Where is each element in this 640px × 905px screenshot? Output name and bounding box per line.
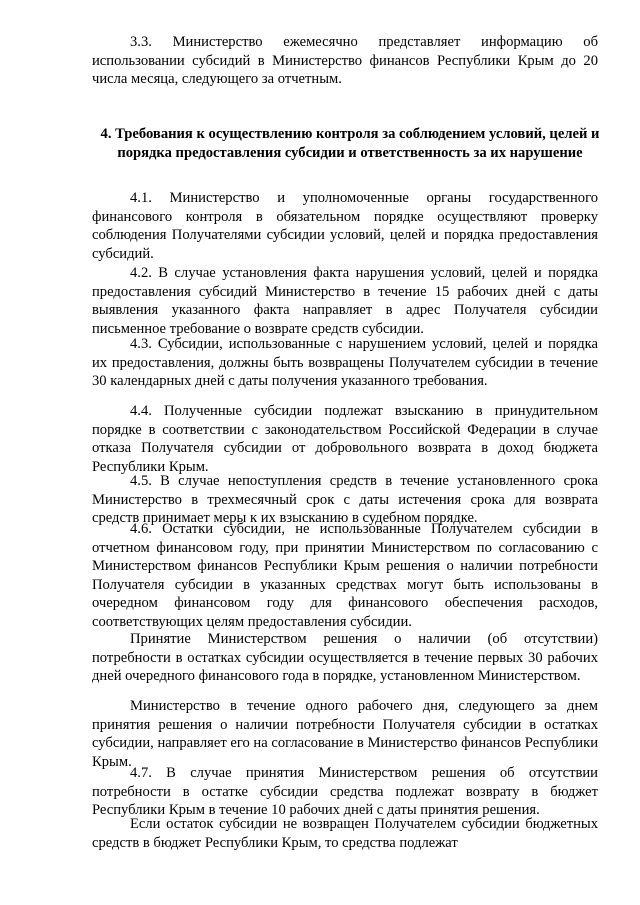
paragraph-4-7-remainder: Если остаток субсидии не возвращен Получателем субсидии бюджетных средств в бюджет Республики Крым, то средства подлежат [92,816,598,851]
paragraph-4-6: 4.6. Остатки субсидии, не использованные Получателем субсидии в отчетном финансовом году, при принятии Министерством по согласованию с Министерством финансов Республики Крым решения о наличии потребности Получателя субсидии в указанных средствах могут быть использованы в очередном финансовом году для финансового обеспечения расходов, соответствующих целям предоставления субсидии. [92,521,598,630]
paragraph-4-7: 4.7. В случае принятия Министерством решения об отсутствии потребности в остатке субсидии средства подлежат возврату в бюджет Республики Крым в течение 10 рабочих дней с даты принятия решения. [92,765,598,819]
section-4-heading: 4. Требования к осуществлению контроля за соблюдением условий, целей и порядка предоставления субсидии и ответственность за их нарушение [100,126,600,161]
paragraph-4-3: 4.3. Субсидии, использованные с нарушением условий, целей и порядка их предоставления, должны быть возвращены Получателем субсидии в течение 30 календарных дней с даты получения указанного требования. [92,336,598,390]
paragraph-4-2: 4.2. В случае установления факта нарушения условий, целей и порядка предоставления субсидий Министерство в течение 15 рабочих дней с даты выявления указанного факта направляет в адрес Получателя субсидии письменное требование о возврате средств субсидии. [92,265,598,337]
paragraph-4-4: 4.4. Полученные субсидии подлежат взысканию в принудительном порядке в соответствии с законодательством Российской Федерации в случае отказа Получателя субсидии от добровольного возврата в доход бюджета Республики Крым. [92,403,598,475]
paragraph-4-1: 4.1. Министерство и уполномоченные органы государственного финансового контроля в обязательном порядке осуществляют проверку соблюдения Получателями субсидии условий, целей и порядка предоставления субсидий. [92,190,598,262]
paragraph-4-5: 4.5. В случае непоступления средств в течение установленного срока Министерство в трехмесячный срок с даты истечения срока для возврата средств принимает меры к их взысканию в судебном порядке. [92,473,598,527]
paragraph-4-6-approval: Министерство в течение одного рабочего дня, следующего за днем принятия решения о наличии потребности Получателя субсидии в остатках субсидии, направляет его на согласование в Министерство финансов Республики Крым. [92,698,598,770]
paragraph-3-3: 3.3. Министерство ежемесячно представляет информацию об использовании субсидий в Министерство финансов Республики Крым до 20 числа месяца, следующего за отчетным. [92,34,598,88]
paragraph-4-6-decision: Принятие Министерством решения о наличии (об отсутствии) потребности в остатках субсидии осуществляется в течение первых 30 рабочих дней очередного финансового года в порядке, установленном Министерством. [92,631,598,685]
